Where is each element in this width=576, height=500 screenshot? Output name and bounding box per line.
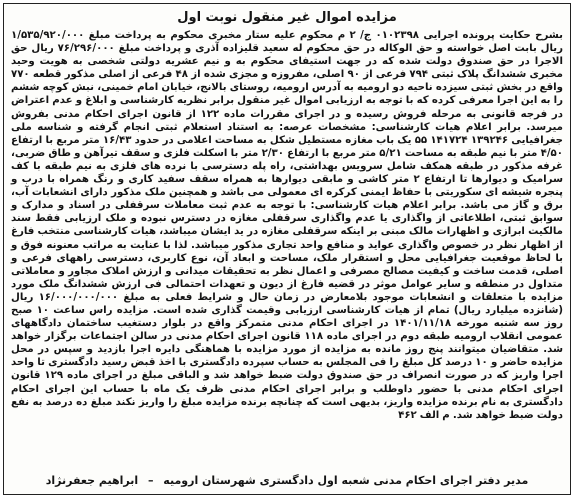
notice-body: بشرح حکایت پرونده اجرایی ۰۱۰۲۳۹۸ ج/ ۲ م محکوم علیه ستار مخبری محکوم به پرداخت مبلغ ۱/۵۳۵/۹۲۰/۰۰۰ ریال بابت اصل خواسته و حق الوکاله در حق محکوم له سعید قلیزاده آذری و پرداخت مبلغ ۷۶/۲۹۶/۰۰۰ ریال حق الاجرا در حق صندوق دولت شده که در جهت استیفای محکوم به و نیم عشریه دولتی شخصی به هویت وحید مخبری ششدانگ پلاک ثبتی ۷۹۴ فرعی از ۹۰ اصلی، مفروزه و مجزی شده از ۴۸ فرعی از اصلی مذکور قطعه ۷۷۰ واقع در بخش ثبتی سیزده ناحیه دو ارومیه به آدرس ارومیه، روستای بالانج، خیابان امام خمینی، نبش کوچه ششم را به این اجرا معرفی کرده که با توجه به ارزیابی اموال غیر منقول برابر نظریه کارشناسی و ابلاغ و عدم اعتراض در فرجه قانونی به مرحله فروش رسیده و در اجرای مقررات ماده ۱۲۲ از قانون اجرای احکام مدنی بفروش میرسد. برابر اعلام هیات کارشناسی: مشخصات عرصه: به استناد استعلام ثبتی انجام گرفته و شناسه ملی جغرافیایی ۱۳۹۲۴۶ ۱۴۱۷۲۴ ۵۵ یک باب مغازه مستطیل شکل به مساحت اعلامی در حدود ۱۶/۴۳ متر مربع با ارتفاع ۴/۵۰ متر با نیم طبقه به مساحت ۵/۲۱ متر مربع با ارتفاع ۲/۳۰ متر با اسکلت فلزی و سقف تیرآهن و طاق ضربی، غرفه مذکور در طبقه همکف شامل سرویس بهداشتی، راه پله دسترسی با نرده های فلزی به نیم طبقه با کف سرامیک و دیوارها تا ارتفاع ۲ متر کاشی و مابقی دیوارها به همراه سقف سفید کاری و رنگ همراه با درب و پنجره شیشه ای سکوریتی با حفاظ ایمنی کرکره ای معمولی می باشد و همچنین ملک مذکور دارای انشعابات آب، برق و گاز می باشد. برابر اعلام هیات کارشناسی: با توجه به عدم ثبت معاملات سرقفلی در اسناد و مدارک و سوابق ثبتی، اطلاعاتی از واگذاری یا عدم واگذاری سرقفلی مغازه در دسترس نبوده و ملک ارزیابی فقط سند مالکیت ابرازی و اظهارات مالک مبنی بر اینکه سرقفلی مغازه در ید ایشان میباشد، هیات کارشناسی منتخب فارغ از اظهار نظر در خصوص واگذاری عواید و منافع واحد تجاری مذکور میباشد. لذا با عنایت به مراتب معنونه فوق و با لحاظ موقعیت جغرافیایی محل و استقرار ملک، مساحت و ابعاد آن، نوع کاربری، دسترسی راههای فرعی و اصلی، قدمت ساخت و کیفیت مصالح مصرفی و اعمال نظر به تحقیقات میدانی و ارزش املاک مجاور و معاملاتی متداول در منطقه و سایر عوامل موثر در قضیه فارغ از دیون و تعهدات احتمالی فی ارزش ششدانگ ملک مورد مزایده با متعلقات و انشعابات موجود بلامعارض در زمان حال و شرایط فعلی به مبلغ ۱۶/۰۰۰/۰۰۰/۰۰۰ ریال (شانزده میلیارد ریال) تمام از هیات کارشناسی ارزیابی وقیمت گذاری شده است. مزایده راس ساعت ۱۰ صبح روز سه شنبه مورخه ۱۴۰۱/۱۱/۱۸ در اجرای احکام مدنی متمرکز واقع در بلوار دستغیب ساختمان دادگاههای عمومی انقلاب ارومیه طبقه دوم در اجرای ماده ۱۱۸ قانون اجرای احکام مدنی در سالن اجتماعات برگزار خواهد شد. متقاضیان میتوانند پنج روز مانده به مزایده از مورد مزایده با هماهنگی دایره اجرا بازدید و سپس در محل مزایده حاضر و ۱۰ درصد کل مبلغ را فی المجلس به حساب سپرده دادگستری با اخذ قبض رسید دادگستری تا واحد اجرا واریز که در صورت انصراف در حق صندوق دولت ضبط خواهد شد و الباقی مبلغ در اجرای ماده ۱۲۹ قانون اجرای احکام مدنی با حضور داوطلب و برابر اجرای احکام مدنی ظرف یک ماه با حساب این اجرای احکام دادگستری به نام برنده مزایده واریز، بدیهی است که چنانچه برنده مزایده مبلغ را واریز نکند مبلغ ده درصد به نفع دولت ضبط خواهد شد. م الف ۴۶۲ [11,30,564,421]
notice-signature [11,474,563,488]
notice-title: مزایده اموال غیر منقول نوبت اول [177,10,397,25]
signature-name: ابراهیم جعفرنژاد [45,474,139,487]
auction-notice [3,3,571,495]
signature-separator: – [147,474,154,487]
signature-office: مدیر دفتر اجرای احکام مدنی شعبه اول دادگستری شهرستان ارومیه [163,474,529,487]
